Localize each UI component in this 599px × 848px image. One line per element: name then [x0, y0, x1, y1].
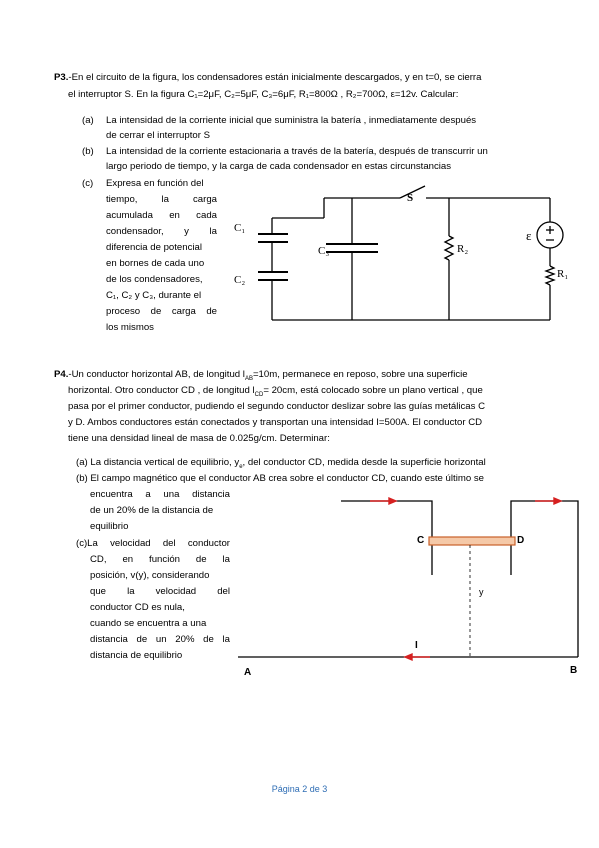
p3-c-line: proceso de carga de: [106, 306, 217, 317]
label-c1: C₁: [234, 222, 246, 234]
p4-c-line: distancia de equilibrio: [90, 650, 183, 661]
label-a: A: [244, 667, 252, 678]
p3-number: P3.: [54, 72, 69, 83]
p4-line2-sub: CD: [254, 391, 264, 398]
p3-c-line: de los condensadores,: [106, 274, 203, 285]
p4-c-line: CD, en función de la: [90, 554, 230, 565]
label-c3: C₃: [318, 245, 330, 257]
label-r1: R₁: [557, 268, 569, 280]
p3-line2: el interruptor S. En la figura C₁=2μF, C₂=5μF, C₃=6μF, R₁=800Ω , R₂=700Ω, ε=12v. Calcular:: [68, 89, 459, 100]
p4-b-line: equilibrio: [90, 521, 129, 532]
p3-a-marker: (a): [82, 115, 94, 126]
p4-c-line: conductor CD es nula,: [90, 602, 185, 613]
p3-c-line: C₁, C₂ y C₃, durante el: [106, 290, 202, 301]
p4-line1-sub: AB: [244, 375, 253, 382]
p4-c-line: posición, v(y), considerando: [90, 570, 210, 581]
label-switch-s: S: [407, 192, 414, 204]
p3-b-line2: largo periodo de tiempo, y la carga de cada condensador en estas circunstancias: [106, 161, 452, 172]
p3-c-line: condensador, y la: [106, 226, 217, 237]
label-d: D: [517, 535, 525, 546]
label-r2: R₂: [457, 243, 469, 255]
p3-a-line1: La intensidad de la corriente inicial que suministra la batería , inmediatamente después: [106, 115, 477, 126]
p3-a-line2: de cerrar el interruptor S: [106, 130, 210, 141]
p3-b-line1: La intensidad de la corriente estacionaria a través de la batería, después de transcurrir un: [106, 146, 488, 157]
label-b: B: [570, 665, 578, 676]
p3-c-line: los mismos: [106, 322, 154, 333]
label-y: y: [479, 587, 484, 597]
p3-c-line: en bornes de cada uno: [106, 258, 205, 269]
p4-number: P4.: [54, 369, 69, 380]
p3-c-marker: (c): [82, 178, 94, 189]
p3-c-line: tiempo, la carga: [106, 194, 217, 205]
p4-a-2: , del conductor CD, medida desde la superficie horizontal: [242, 457, 486, 468]
p4-line2-b: = 20cm, está colocado sobre un plano vertical , que: [263, 385, 483, 396]
label-emf: ε: [526, 228, 532, 243]
p3-b-marker: (b): [82, 146, 94, 157]
p4-a-1: (a) La distancia vertical de equilibrio, y: [76, 457, 240, 468]
p4-b-line: de un 20% de la distancia de: [90, 505, 214, 516]
p4-a-sub: e: [239, 463, 243, 470]
p4-line4: y D. Ambos conductores están conectados y transportan una intensidad I=500A. El conductor CD: [68, 417, 483, 428]
p4-c-line: cuando se encuentra a una: [90, 618, 207, 629]
p4-c-line: (c)La velocidad del conductor: [76, 538, 230, 549]
p4-line1-b: =10m, permanece en reposo, sobre una superficie: [252, 369, 468, 380]
p4-b-line1: (b) El campo magnético que el conductor AB crea sobre el conductor CD, cuando este último se: [76, 473, 484, 484]
p4-c-line: distancia de un 20% de la: [90, 634, 230, 645]
p4-line1-a: -Un conductor horizontal AB, de longitud l: [68, 369, 245, 380]
p4-line3: pasa por el primer conductor, pudiendo el segundo conductor deslizar sobre las guías metálicas C: [68, 401, 486, 412]
p3-c-line: Expresa en función del: [106, 178, 204, 189]
p3-c-line: acumulada en cada: [106, 210, 217, 221]
label-i: I: [415, 640, 418, 651]
label-c2: C₂: [234, 274, 246, 286]
label-c: C: [417, 535, 425, 546]
p3-c-line: diferencia de potencial: [106, 242, 203, 253]
p4-line2-a: horizontal. Otro conductor CD , de longitud l: [68, 385, 255, 396]
p4-c-line: que la velocidad del: [90, 586, 230, 597]
p4-line5: tiene una densidad lineal de masa de 0.025g/cm. Determinar:: [68, 433, 330, 444]
p4-b-line: encuentra a una distancia: [90, 489, 230, 500]
p3-intro-1: -En el circuito de la figura, los condensadores están inicialmente descargados, y en t=0, se cierra: [68, 72, 482, 83]
page-footer: Página 2 de 3: [271, 784, 328, 794]
